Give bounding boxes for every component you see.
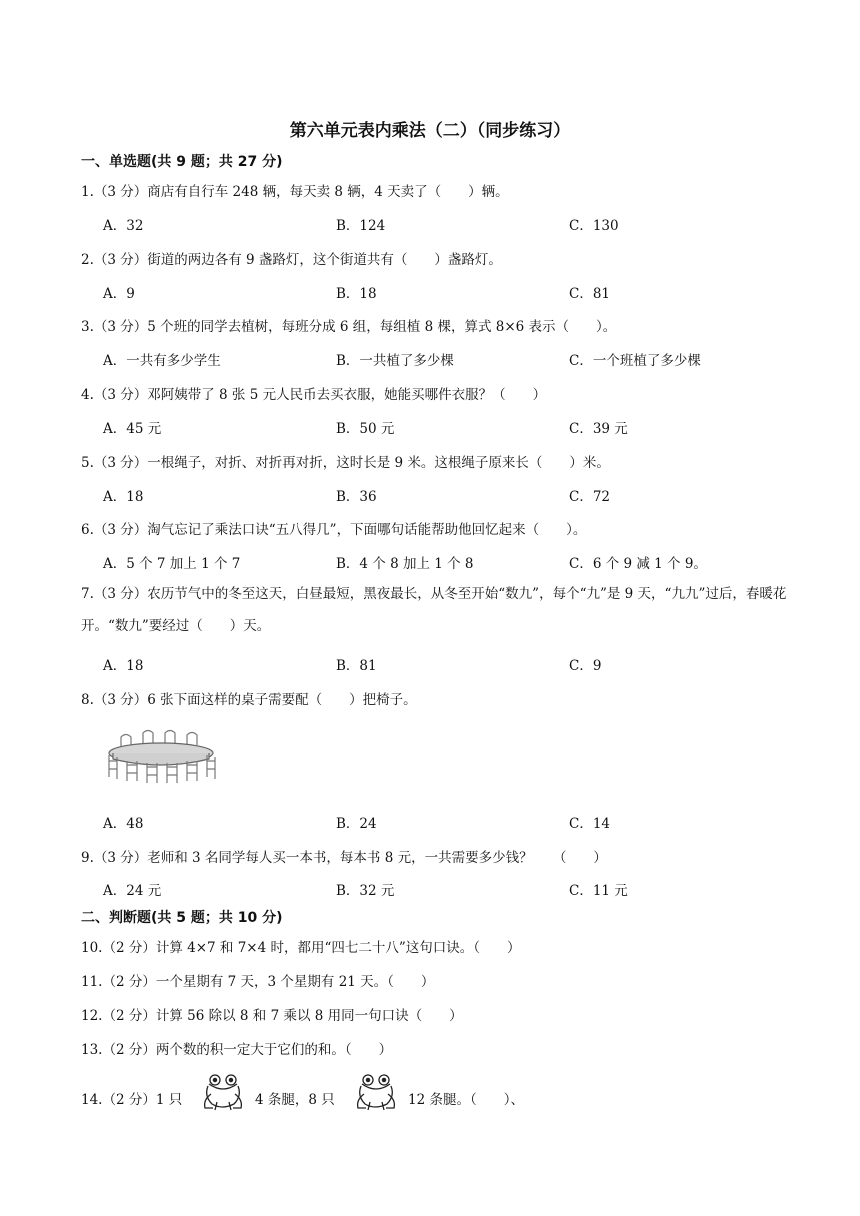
question-14-part-1: 14.（2 分）1 只 [81,1092,183,1108]
frog-icon [201,1072,245,1114]
q1-option-c[interactable]: C．130 [569,218,619,234]
page-title: 第六单元表内乘法（二）（同步练习） [289,121,571,141]
q5-option-a[interactable]: A．18 [103,489,144,505]
question-4: 4.（3 分）邓阿姨带了 8 张 5 元人民币去买衣服，她能买哪件衣服？（ ） [81,387,547,403]
q4-option-b[interactable]: B．50 元 [336,421,395,437]
question-14-part-2: 4 条腿，8 只 [255,1092,335,1108]
q9-option-c[interactable]: C．11 元 [569,883,628,899]
question-7: 7.（3 分）农历节气中的冬至这天，白昼最短，黑夜最长，从冬至开始“数九”，每个“九”是 9 天，“九九”过后，春暖花开。“数九”要经过（ ）天。 [81,586,787,634]
q8-option-a[interactable]: A．48 [103,816,144,832]
q6-option-c[interactable]: C．6 个 9 减 1 个 9。 [569,556,707,572]
q3-option-c[interactable]: C．一个班植了多少棵 [569,353,701,369]
question-6: 6.（3 分）淘气忘记了乘法口诀“五八得几”，下面哪句话能帮助他回忆起来（ ）。 [81,522,587,538]
q3-option-a[interactable]: A．一共有多少学生 [103,353,221,369]
round-table-with-chairs-illustration [103,725,221,785]
q9-option-a[interactable]: A．24 元 [103,883,162,899]
frog-icon [354,1072,398,1114]
section-heading-true-false: 二、判断题(共 5 题；共 10 分) [81,910,283,926]
q2-option-a[interactable]: A．9 [103,286,135,302]
question-2: 2.（3 分）街道的两边各有 9 盏路灯，这个街道共有（ ）盏路灯。 [81,252,502,268]
q4-option-a[interactable]: A．45 元 [103,421,162,437]
q6-option-a[interactable]: A．5 个 7 加上 1 个 7 [103,556,241,572]
q8-option-c[interactable]: C．14 [569,816,611,832]
q1-option-a[interactable]: A．32 [103,218,144,234]
section-heading-single-choice: 一、单选题(共 9 题；共 27 分) [81,154,283,170]
question-9: 9.（3 分）老师和 3 名同学每人买一本书，每本书 8 元，一共需要多少钱？ （ ） [81,850,607,866]
q2-option-b[interactable]: B．18 [336,286,377,302]
q1-option-b[interactable]: B．124 [336,218,386,234]
q7-option-c[interactable]: C．9 [569,658,602,674]
question-12: 12.（2 分）计算 56 除以 8 和 7 乘以 8 用同一句口诀（ ） [81,1008,463,1024]
question-3: 3.（3 分）5 个班的同学去植树，每班分成 6 组，每组植 8 棵，算式 8×6 表示（ ）。 [81,319,617,335]
q5-option-c[interactable]: C．72 [569,489,611,505]
question-13: 13.（2 分）两个数的积一定大于它们的和。（ ） [81,1042,393,1058]
q2-option-c[interactable]: C．81 [569,286,611,302]
q8-option-b[interactable]: B．24 [336,816,377,832]
q4-option-c[interactable]: C．39 元 [569,421,628,437]
question-5: 5.（3 分）一根绳子，对折、对折再对折，这时长是 9 米。这根绳子原来长（ ）米。 [81,455,610,471]
question-1: 1.（3 分）商店有自行车 248 辆，每天卖 8 辆，4 天卖了（ ）辆。 [81,184,509,200]
q7-option-a[interactable]: A．18 [103,658,144,674]
q6-option-b[interactable]: B．4 个 8 加上 1 个 8 [336,556,474,572]
q9-option-b[interactable]: B．32 元 [336,883,395,899]
q3-option-b[interactable]: B．一共植了多少棵 [336,353,454,369]
q7-option-b[interactable]: B．81 [336,658,377,674]
question-14-part-3: 12 条腿。（ ）、 [408,1092,524,1108]
question-10: 10.（2 分）计算 4×7 和 7×4 时，都用“四七二十八”这句口诀。（ ） [81,940,521,956]
question-8: 8.（3 分）6 张下面这样的桌子需要配（ ）把椅子。 [81,692,417,708]
question-11: 11.（2 分）一个星期有 7 天，3 个星期有 21 天。（ ） [81,974,435,990]
q5-option-b[interactable]: B．36 [336,489,377,505]
